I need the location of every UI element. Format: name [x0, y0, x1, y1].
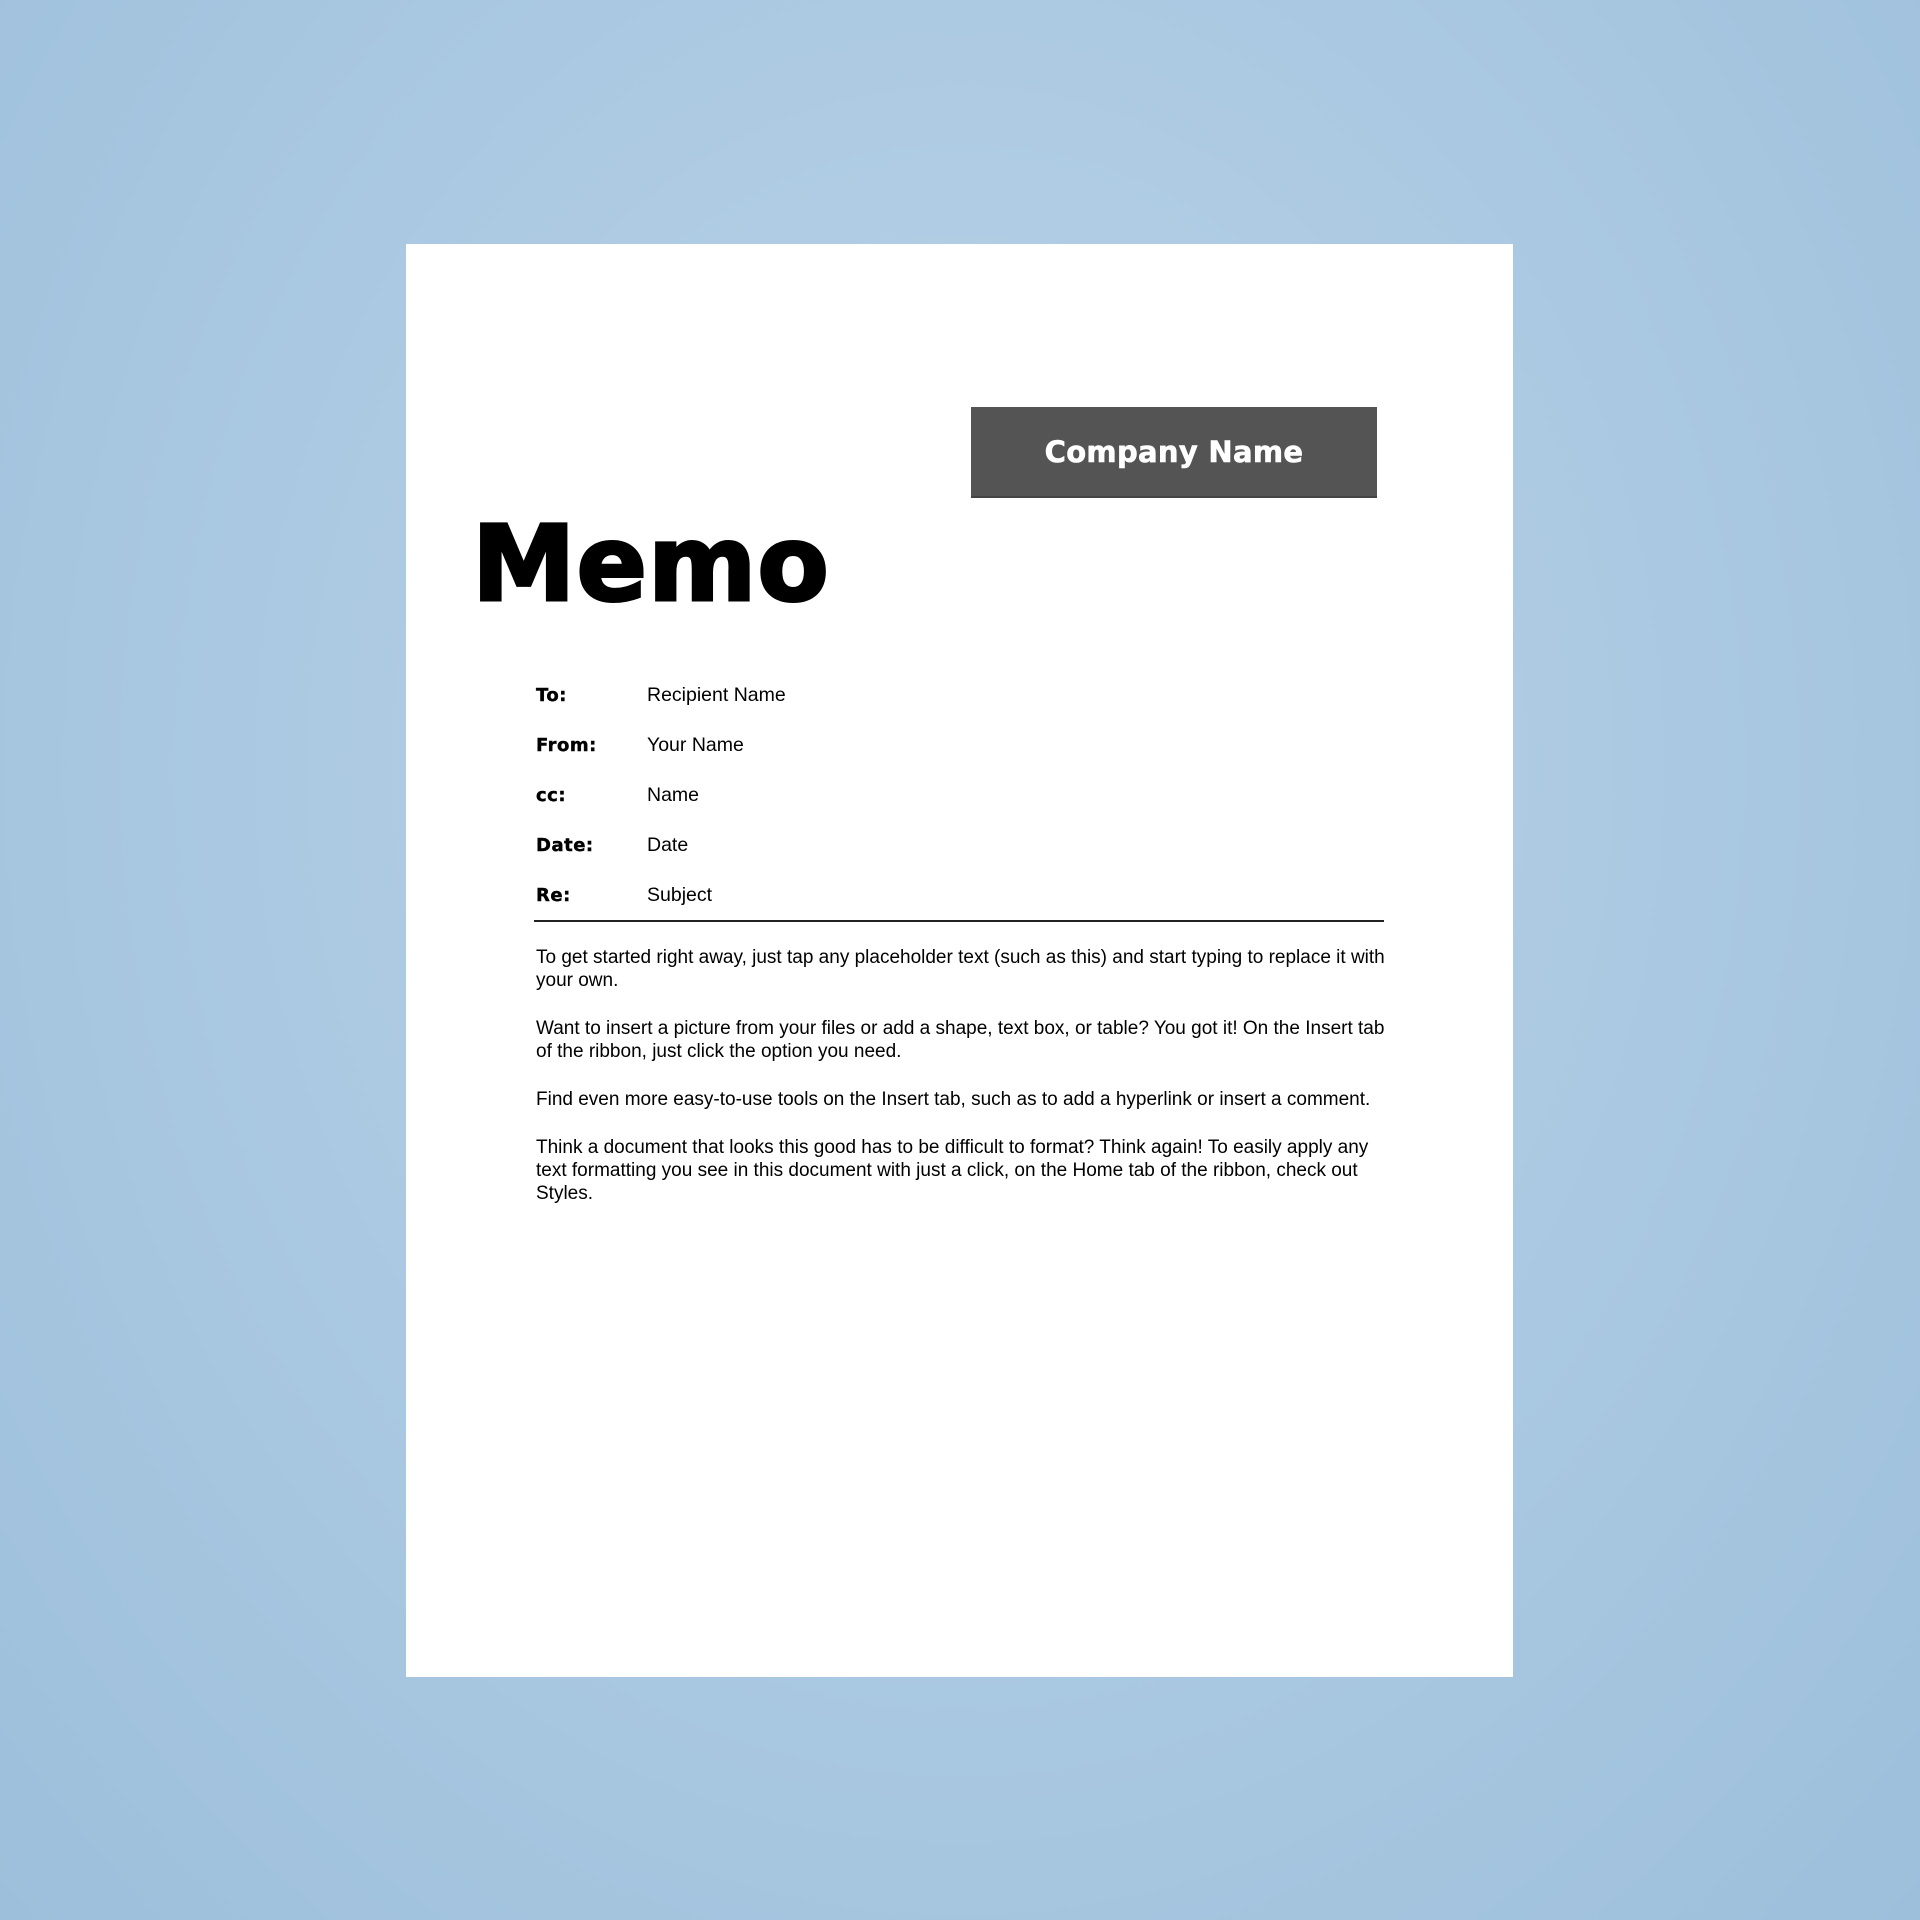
- body-paragraph[interactable]: Find even more easy-to-use tools on the Insert tab, such as to add a hyperlink or insert a comment.: [536, 1089, 1371, 1110]
- field-value-cc[interactable]: Name: [647, 783, 700, 806]
- field-label-from: From:: [536, 734, 597, 756]
- field-label-cc: cc:: [536, 784, 567, 806]
- field-row-date: [536, 820, 786, 870]
- field-label-date: Date:: [536, 834, 594, 856]
- memo-body: [536, 946, 1386, 1230]
- header-divider: [534, 920, 1384, 922]
- memo-page: [406, 244, 1513, 1677]
- field-value-from[interactable]: Your Name: [647, 733, 744, 756]
- field-row-re: [536, 870, 786, 920]
- memo-title: Memo: [472, 503, 830, 625]
- field-label-re: Re:: [536, 884, 571, 906]
- field-value-re[interactable]: Subject: [647, 883, 713, 906]
- field-row-from: [536, 720, 786, 770]
- company-name: Company Name: [1044, 434, 1304, 469]
- field-value-date[interactable]: Date: [647, 833, 689, 856]
- field-value-to[interactable]: Recipient Name: [647, 683, 786, 706]
- company-name-box[interactable]: [971, 407, 1377, 498]
- memo-header-fields: [536, 670, 786, 920]
- field-row-to: [536, 670, 786, 720]
- field-row-cc: [536, 770, 786, 820]
- body-paragraph[interactable]: Want to insert a picture from your files or add a shape, text box, or table? You got it! On the Insert tab of the ribbon, just click the option you need.: [536, 1018, 1385, 1062]
- field-label-to: To:: [536, 684, 567, 706]
- body-paragraph[interactable]: To get started right away, just tap any placeholder text (such as this) and start typing to replace it with your own.: [536, 947, 1385, 991]
- body-paragraph[interactable]: Think a document that looks this good has to be difficult to format? Think again! To easily apply any text formatting you see in this document with just a click, on the Home tab of the ribbon, check out Styles.: [536, 1137, 1369, 1204]
